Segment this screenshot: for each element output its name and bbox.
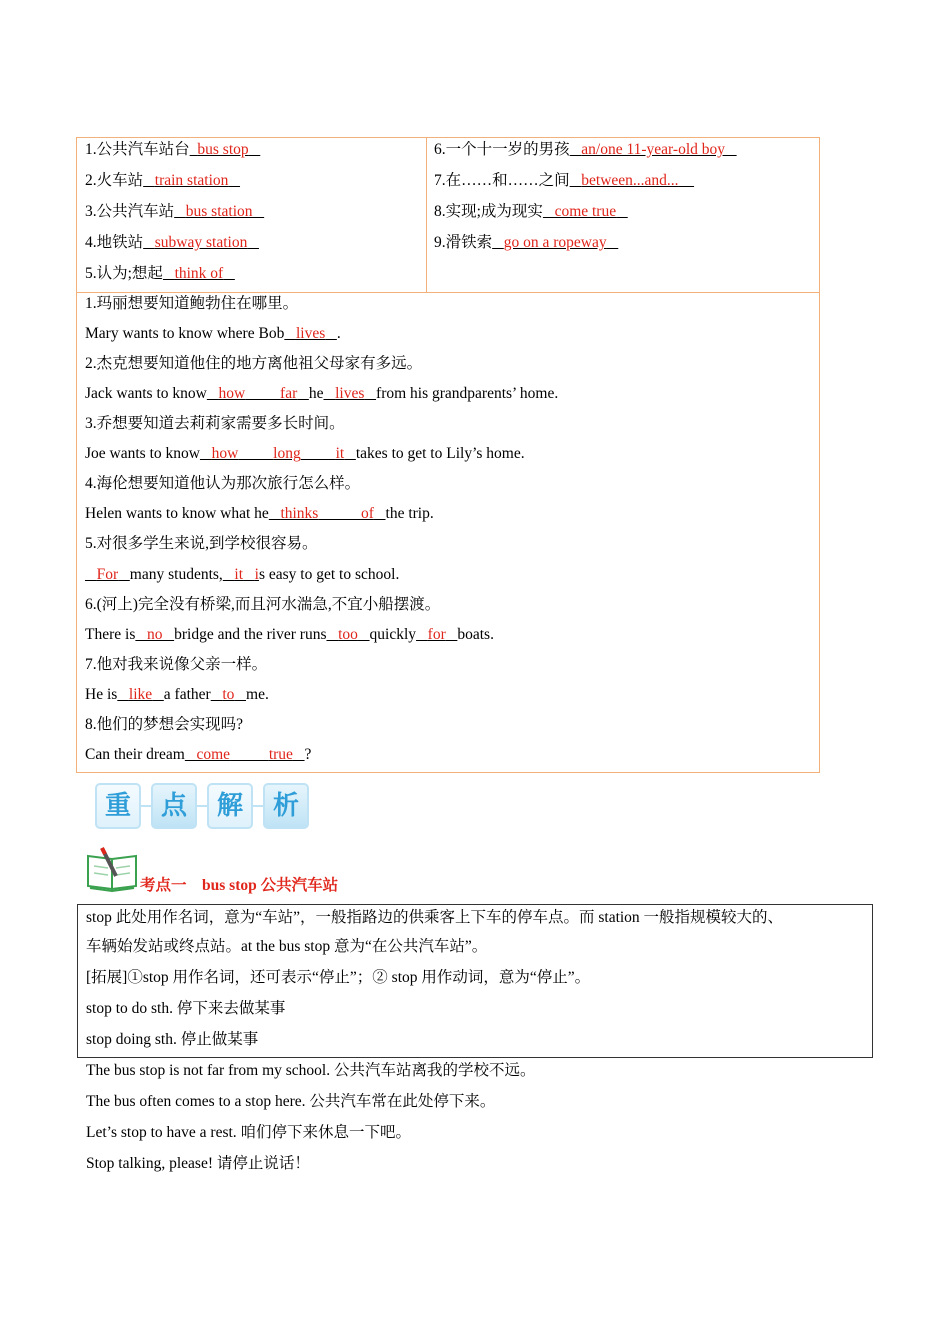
- sentence-cn: 3.乔想要知道去莉莉家需要多长时间。: [85, 415, 345, 432]
- vocab-item: 4.地铁站 subway station: [85, 234, 248, 251]
- kaodian-heading: 考点一 bus stop 公共汽车站: [140, 877, 339, 894]
- explain-line: stop doing sth. 停止做某事: [86, 1031, 259, 1048]
- example-sentence: Stop talking, please! 请停止说话！: [86, 1155, 310, 1172]
- sentence-en: Helen wants to know what he thinks of the trip.: [85, 505, 434, 522]
- example-sentence: The bus often comes to a stop here. 公共汽车常在此处停下来。: [86, 1093, 496, 1110]
- sentence-cn: 2.杰克想要知道他住的地方离他祖父母家有多远。: [85, 355, 423, 372]
- vocab-item: 3.公共汽车站 bus station: [85, 203, 253, 220]
- sentence-cn: 8.他们的梦想会实现吗?: [85, 716, 244, 733]
- explain-line: stop to do sth. 停下来去做某事: [86, 1000, 286, 1017]
- vocab-item: 9.滑铁索 go on a ropeway: [434, 234, 607, 251]
- sentence-cn: 7.他对我来说像父亲一样。: [85, 656, 268, 673]
- explain-line: 车辆始发站或终点站。at the bus stop 意为“在公共汽车站”。: [86, 938, 488, 955]
- vocab-item: 2.火车站 train station: [85, 172, 229, 189]
- example-sentence: The bus stop is not far from my school. 公共汽车站离我的学校不远。: [86, 1062, 536, 1079]
- vocab-item: 7.在……和……之间 between...and...: [434, 172, 679, 189]
- sentence-en: For many students, it is easy to get to school.: [96, 566, 400, 583]
- sentence-en: There is no bridge and the river runs too quickly for boats.: [85, 626, 494, 643]
- vocab-item: 1.公共汽车站台 bus stop: [85, 141, 249, 158]
- row-divider: [77, 292, 819, 293]
- vocab-item: 8.实现;成为现实 come true: [434, 203, 617, 220]
- example-sentence: Let’s stop to have a rest. 咱们停下来休息一下吧。: [86, 1124, 412, 1141]
- section-badge: 重: [95, 783, 141, 829]
- vocab-item: 6.一个十一岁的男孩 an/one 11-year-old boy: [434, 141, 725, 158]
- sentence-cn: 4.海伦想要知道他认为那次旅行怎么样。: [85, 475, 361, 492]
- sentence-en: Jack wants to know how far he lives from his grandparents’ home.: [85, 385, 559, 402]
- explain-line: stop 此处用作名词，意为“车站”，一般指路边的供乘客上下车的停车点。而 station 一般指规模较大的、: [86, 909, 784, 926]
- book-pencil-icon: [86, 846, 140, 892]
- sentence-en: Mary wants to know where Bob lives .: [85, 325, 341, 342]
- section-badge: 解: [207, 783, 253, 829]
- section-badge: 析: [263, 783, 309, 829]
- section-badge: 点: [151, 783, 197, 829]
- sentence-cn: 6.(河上)完全没有桥梁,而且河水湍急,不宜小船摆渡。: [85, 596, 441, 613]
- explain-line: [拓展]①stop 用作名词，还可表示“停止”；② stop 用作动词，意为“停止”。: [86, 969, 591, 986]
- sentence-cn: 1.玛丽想要知道鲍勃住在哪里。: [85, 295, 299, 312]
- sentence-en: He is like a father to me.: [85, 686, 269, 703]
- sentence-cn: 5.对很多学生来说,到学校很容易。: [85, 535, 318, 552]
- column-divider: [426, 138, 427, 292]
- sentence-en: Joe wants to know how long it takes to get to Lily’s home.: [85, 445, 525, 462]
- sentence-en: Can their dream come true ?: [85, 746, 312, 763]
- vocab-item: 5.认为;想起 think of: [85, 265, 224, 282]
